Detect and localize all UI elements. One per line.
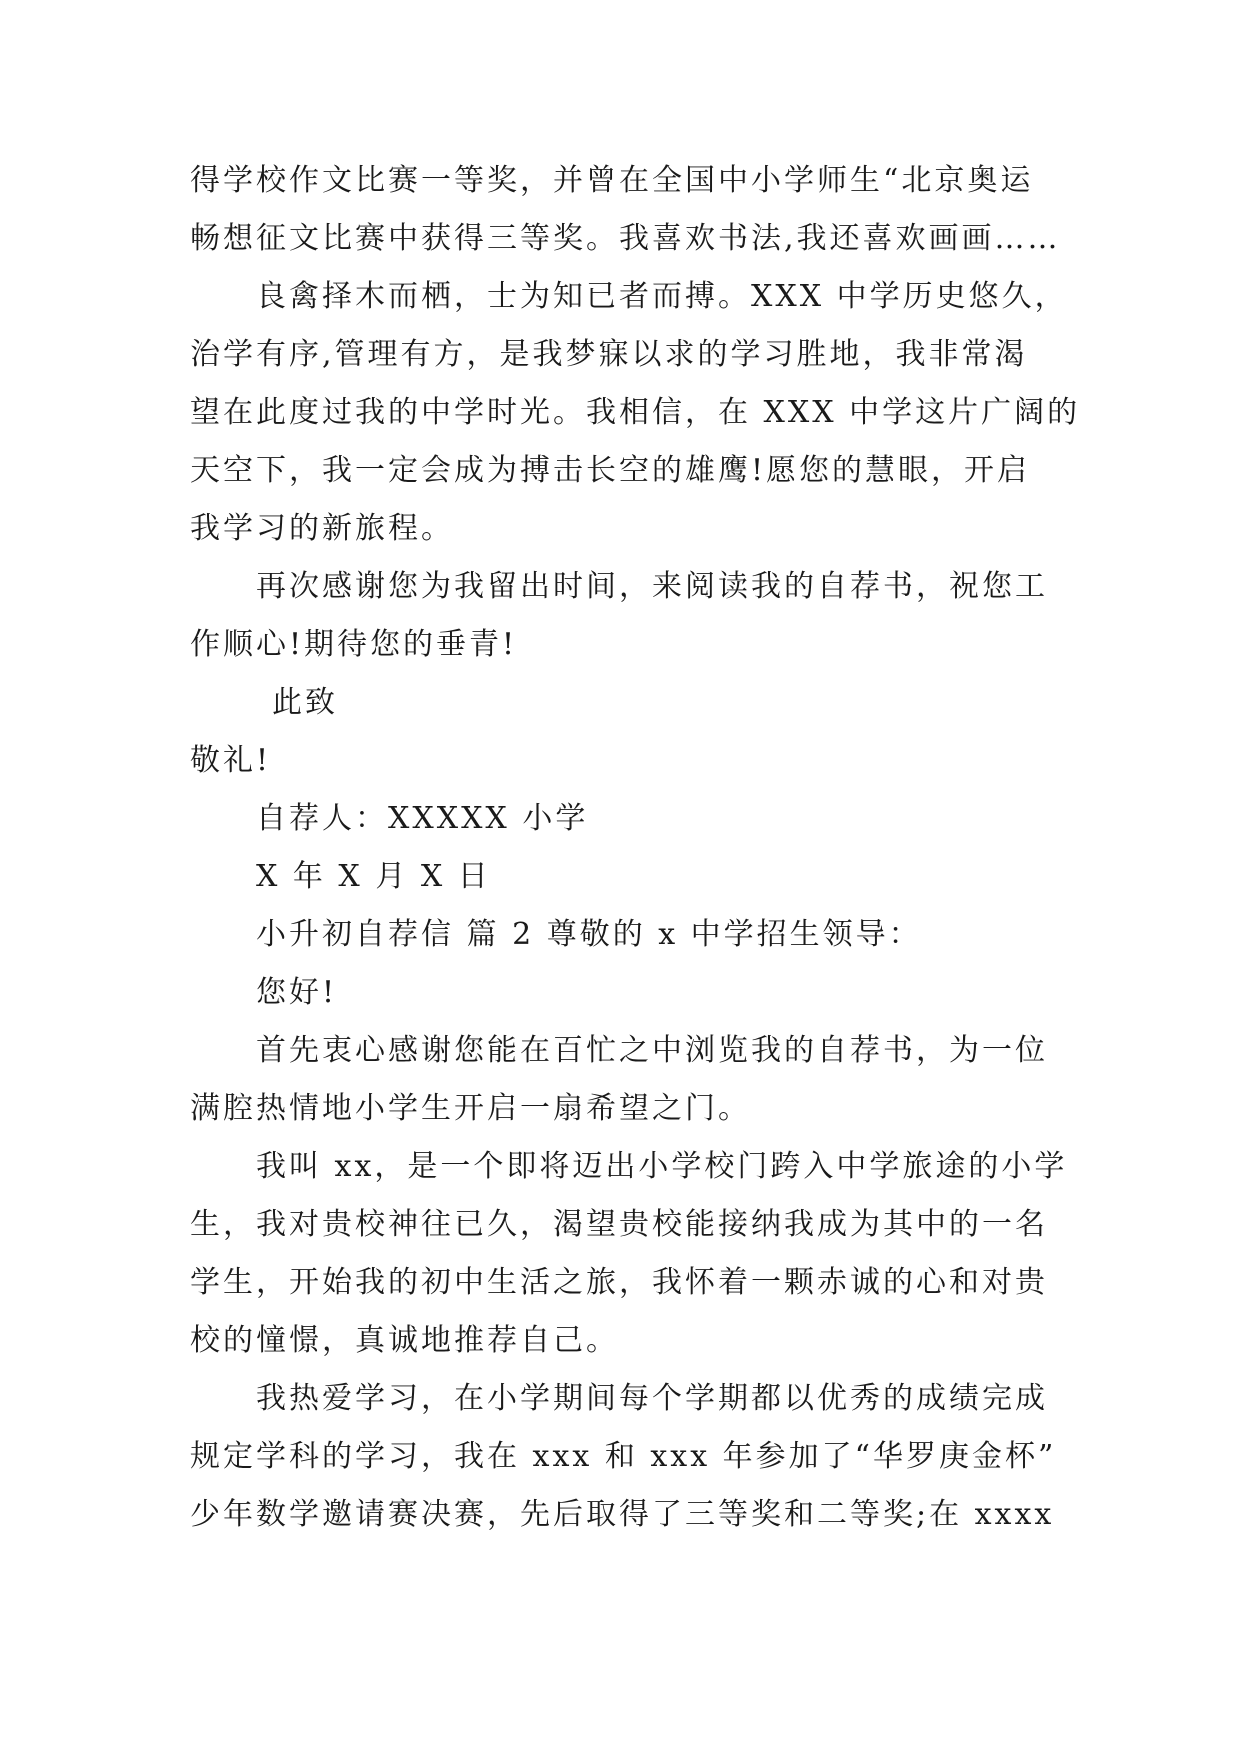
signature-line: 自荐人：XXXXX 小学 <box>256 801 589 836</box>
text-line: 规定学科的学习，我在 xxx 和 xxx 年参加了“华罗庚金杯” <box>190 1439 1057 1474</box>
text-line: 望在此度过我的中学时光。我相信，在 XXX 中学这片广阔的 <box>190 395 1081 430</box>
text-line: 少年数学邀请赛决赛，先后取得了三等奖和二等奖;在 xxxx <box>190 1497 1055 1532</box>
text-line: 生，我对贵校神往已久，渴望贵校能接纳我成为其中的一名 <box>190 1207 1048 1242</box>
text-line: 得学校作文比赛一等奖，并曾在全国中小学师生“北京奥运 <box>190 163 1034 198</box>
paragraph-start: 我热爱学习，在小学期间每个学期都以优秀的成绩完成 <box>256 1381 1048 1416</box>
text-line: 校的憧憬，真诚地推荐自己。 <box>190 1323 619 1358</box>
paragraph-start: 良禽择木而栖，士为知已者而搏。XXX 中学历史悠久， <box>256 279 1068 314</box>
text-line: 畅想征文比赛中获得三等奖。我喜欢书法,我还喜欢画画…… <box>190 221 1061 256</box>
paragraph-start: 再次感谢您为我留出时间，来阅读我的自荐书，祝您工 <box>256 569 1048 604</box>
greeting: 您好! <box>256 975 338 1010</box>
text-line: 作顺心!期待您的垂青! <box>190 627 518 662</box>
text-line: 治学有序,管理有方，是我梦寐以求的学习胜地，我非常渴 <box>190 337 1028 372</box>
date-line: X 年 X 月 X 日 <box>256 859 491 894</box>
letter-heading: 小升初自荐信 篇 2 尊敬的 x 中学招生领导： <box>256 917 922 952</box>
text-line: 我学习的新旅程。 <box>190 511 454 546</box>
text-line: 天空下，我一定会成为搏击长空的雄鹰!愿您的慧眼，开启 <box>190 453 1031 488</box>
text-line: 学生，开始我的初中生活之旅，我怀着一颗赤诚的心和对贵 <box>190 1265 1048 1300</box>
closing-respect: 敬礼! <box>190 743 272 778</box>
paragraph-start: 首先衷心感谢您能在百忙之中浏览我的自荐书，为一位 <box>256 1033 1048 1068</box>
letter-body <box>190 152 1081 1544</box>
paragraph-start: 我叫 xx，是一个即将迈出小学校门跨入中学旅途的小学 <box>256 1149 1068 1184</box>
closing-salutation: 此致 <box>272 685 338 720</box>
text-line: 满腔热情地小学生开启一扇希望之门。 <box>190 1091 751 1126</box>
